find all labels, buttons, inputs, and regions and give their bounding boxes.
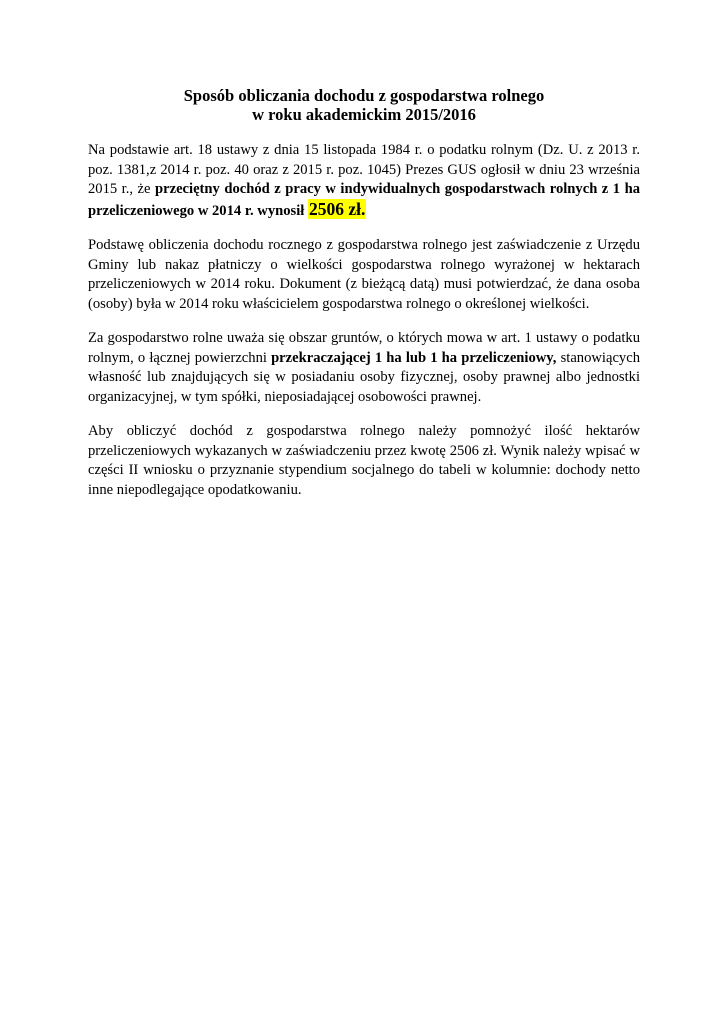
paragraph-1-bold-text: przeciętny dochód z pracy w indywidualnych gospodarstwach rolnych z 1 ha przeliczeniowego w 2014 r. wynosił bbox=[88, 181, 640, 219]
title-line-2: w roku akademickim 2015/2016 bbox=[252, 105, 476, 124]
document-page bbox=[88, 86, 640, 515]
highlighted-amount: 2506 zł. bbox=[308, 198, 366, 219]
paragraph-4: Aby obliczyć dochód z gospodarstwa rolnego należy pomnożyć ilość hektarów przeliczeniowych wykazanych w zaświadczeniu przez kwotę 2506 zł. Wynik należy wpisać w części II wniosku o przyznanie stypendium socjalnego do tabeli w kolumnie: dochody netto inne niepodlegające opodatkowaniu. bbox=[88, 423, 640, 498]
paragraph-3 bbox=[88, 329, 640, 407]
paragraph-1-text: Na podstawie art. 18 ustawy z dnia 15 listopada 1984 r. o podatku rolnym (Dz. U. z 2013 r. poz. 1381,z 2014 r. poz. 40 oraz z 2015 r. poz. 1045) Prezes GUS ogłosił w dniu 23 września 2015 r., że bbox=[88, 142, 640, 197]
document-title bbox=[88, 86, 640, 124]
title-line-1: Sposób obliczania dochodu z gospodarstwa rolnego bbox=[183, 86, 545, 105]
paragraph-2: Podstawę obliczenia dochodu rocznego z gospodarstwa rolnego jest zaświadczenie z Urzędu Gminy lub nakaz płatniczy o wielkości gospodarstwa rolnego wyrażonej w hektarach przeliczeniowych w 2014 roku. Dokument (z bieżącą datą) musi potwierdzać, że dana osoba (osoby) była w 2014 roku właścicielem gospodarstwa rolnego o określonej wielkości. bbox=[88, 237, 640, 312]
paragraph-3-text-start: Za gospodarstwo rolne uważa się obszar gruntów, o których mowa w art. 1 ustawy o podatku rolnym, o łącznej powierzchni bbox=[88, 330, 640, 366]
paragraph-3-bold-text: przekraczającej 1 ha lub 1 ha przeliczeniowy, bbox=[271, 349, 557, 366]
paragraph-1 bbox=[88, 141, 640, 221]
paragraph-3-text-end: stanowiących własność lub znajdujących się w posiadaniu osoby fizycznej, osoby prawnej albo jednostki organizacyjnej, w tym spółki, nieposiadającej osobowości prawnej. bbox=[88, 349, 641, 405]
